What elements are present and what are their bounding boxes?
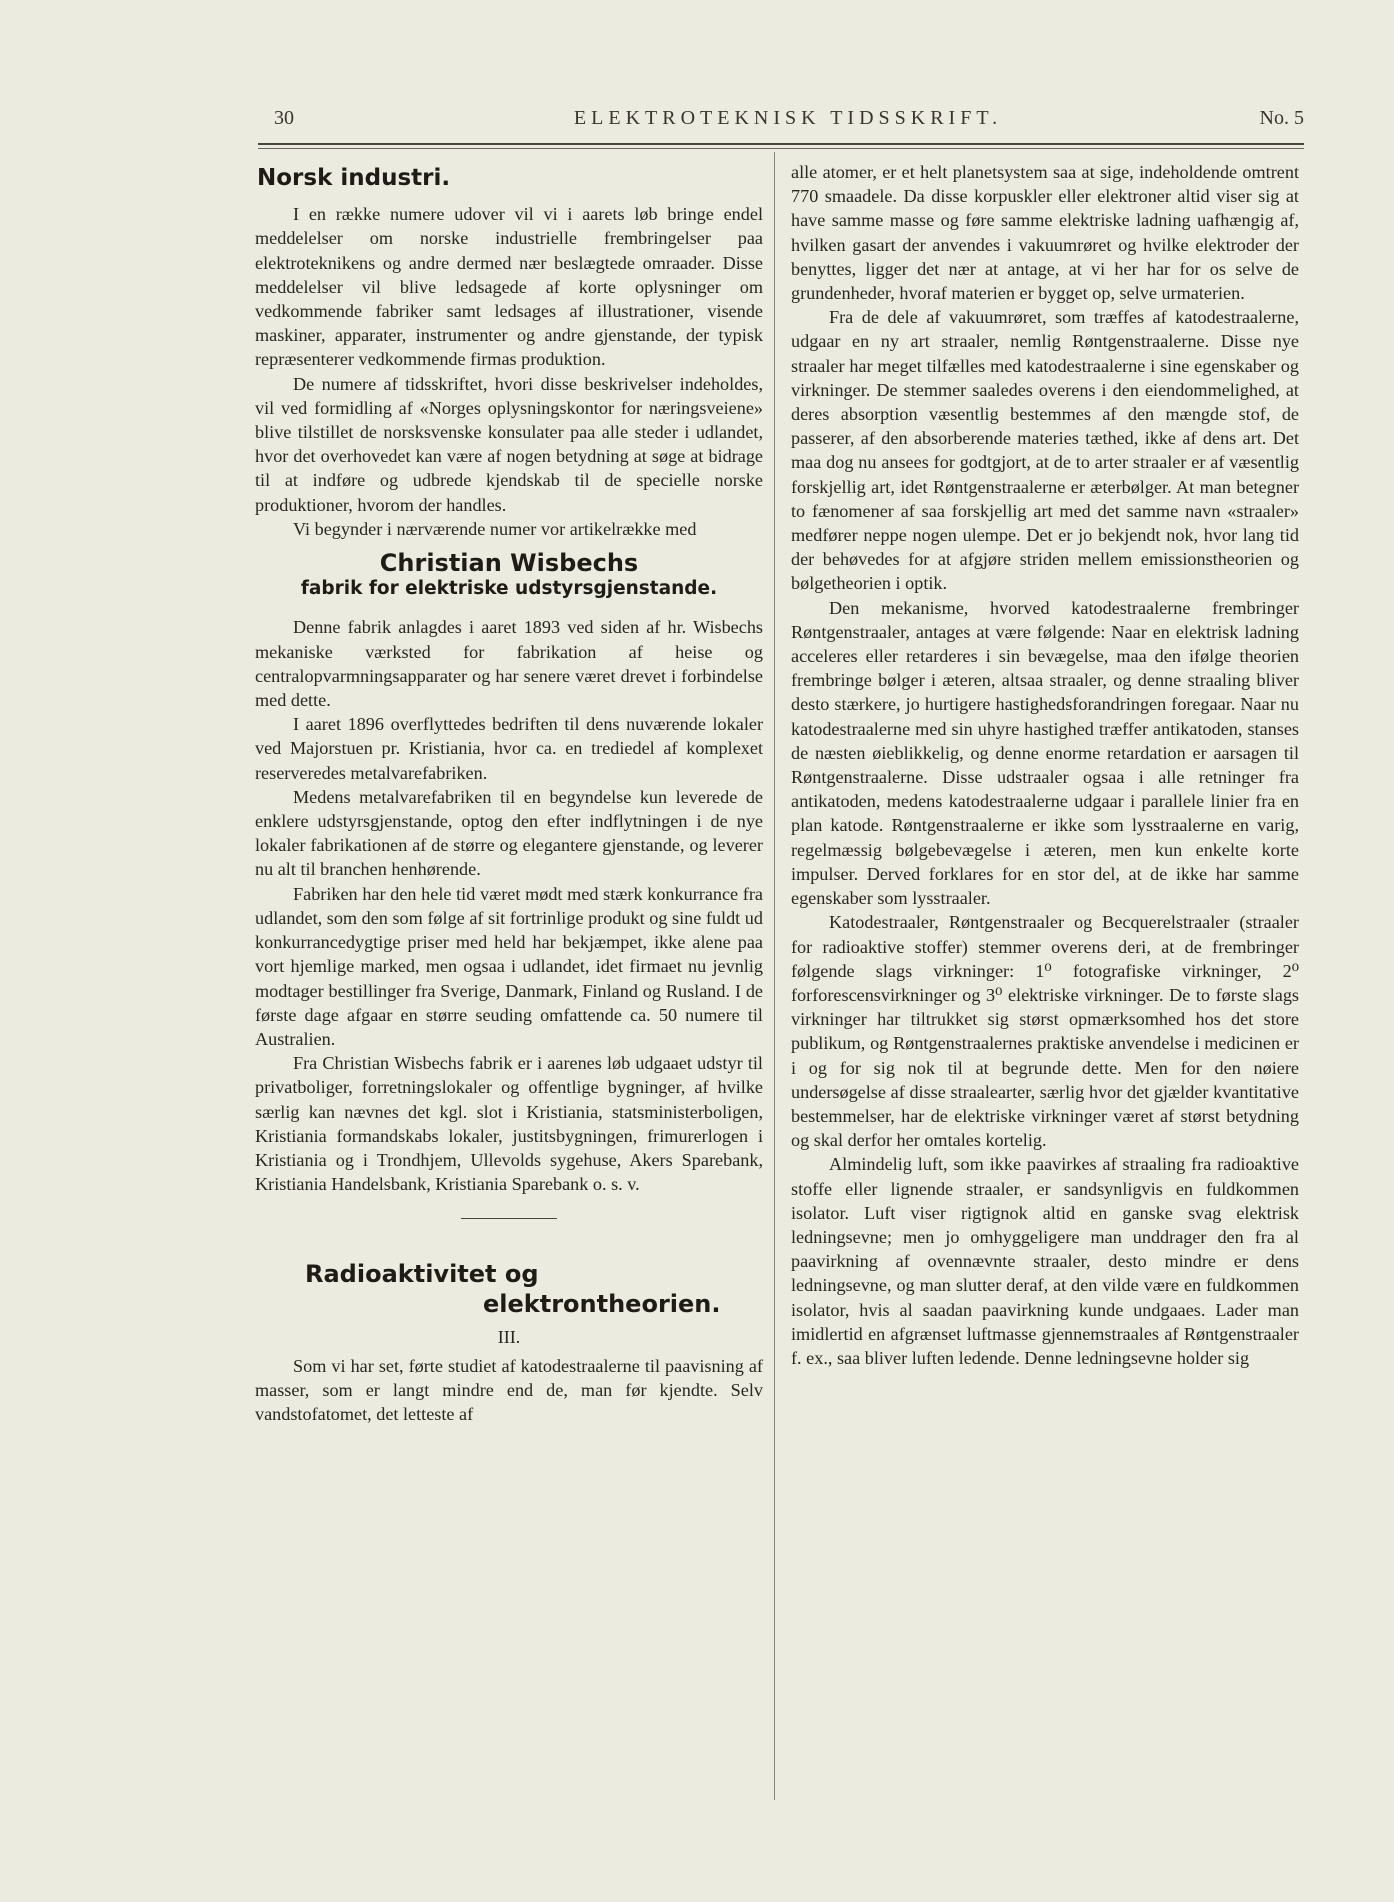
issue-number: No. 5: [1259, 107, 1304, 129]
column-divider: [774, 152, 775, 1800]
company-name-heading: Christian Wisbechs: [379, 549, 639, 578]
section-heading: Norsk industri.: [257, 165, 451, 191]
section-separator: [461, 1218, 557, 1219]
running-header: [272, 103, 1304, 133]
right-column: [791, 160, 1299, 1370]
page-number: 30: [274, 107, 294, 129]
header-rule-thin: [258, 148, 1304, 149]
journal-title: ELEKTROTEKNISK TIDSSKRIFT.: [573, 107, 1003, 129]
intro-paragraph: De numere af tidsskriftet, hvori disse beskrivelser indeholdes, vil ved formidling af «Norges oplysningskontor for næringsveiene» blive tilstillet de norsksvenske konsulater paa alle steder i udlandet, hvor det overhovedet kan være af nogen betydning at søge at bidrage til at indføre og udbrede kjendskab til de specielle norske produktioner, hvorom der handles.: [255, 373, 763, 515]
article-paragraph: alle atomer, er et helt planetsystem saa at sige, indeholdende omtrent 770 smaadele. Da disse korpuskler eller elektroner altid viser sig at have samme masse og føre samme elektriske ladning uafhængig af, hvilken gasart der anvendes i vakuumrøret og hvilke elektroder der benyttes, ligger det nær at antage, at vi her har for os selve de grundenheder, hvoraf materien er bygget op, selve urmaterien.: [791, 162, 1299, 304]
article-title: [255, 1259, 763, 1319]
header-rule-thick: [258, 143, 1304, 145]
article-title-line-1: Radioaktivitet og: [305, 1260, 539, 1289]
intro-paragraph: Vi begynder i nærværende numer vor artikelrække med: [293, 518, 697, 539]
article-paragraph: Katodestraaler, Røntgenstraaler og Becquerelstraaler (straaler for radioaktive stoffer) stemmer overens deri, at de frembringer følgende slags virkninger: 1⁰ fotografiske virkninger, 2⁰ forforescensvirkninger og 3⁰ elektriske virkninger. De to første slags virkninger har tiltrukket sig størst opmærksomhed hos det store publikum, og Røntgenstraalernes praktiske anvendelse i medicinen er i og for sig nok til at begrunde dette. Men for den nøiere undersøgelse af disse straalearter, særlig hvor det gjælder kvantitative bestemmelser, har de elektriske virkninger været af størst betydning og skal derfor her omtales kortelig.: [791, 912, 1299, 1151]
left-column: [255, 160, 763, 1426]
company-subtitle: fabrik for elektriske udstyrsgjenstande.: [300, 578, 718, 600]
company-paragraph: I aaret 1896 overflyttedes bedriften til dens nuværende lokaler ved Majorstuen pr. Kristiania, hvor ca. en trediedel af komplexet reserveredes metalvarefabriken.: [255, 714, 763, 783]
company-paragraph: Fra Christian Wisbechs fabrik er i aarenes løb udgaaet udstyr til privatboliger, forretningslokaler og offentlige bygninger, af hvilke særlig kan nævnes det kgl. slot i Kristiania, statsministerboligen, Kristiania formandskabs lokaler, justitsbygningen, frimurerlogen i Kristiania og i Trondhjem, Ullevolds sygehuse, Akers Sparebank, Kristiania Handelsbank, Kristiania Sparebank o. s. v.: [255, 1053, 763, 1195]
article-paragraph: Fra de dele af vakuumrøret, som træffes af katodestraalerne, udgaar en ny art straaler, nemlig Røntgenstraalerne. Disse nye straaler har meget tilfælles med katodestraalerne i sine egenskaber og virkninger. De stemmer saaledes overens i den eiendommelighed, at deres absorption væsentlig bestemmes af den mængde stof, de passerer, af den absorberende materies tæthed, ikke af dens art. Det maa dog nu ansees for godtgjort, at de to arter straaler er af væsentlig forskjellig art, idet Røntgenstraalerne er æterbølger. At man betegner to fænomener af saa forskjellig art med det samme navn «straaler» medfører neppe nogen ulempe. Det er jo bekjendt nok, hvor lang tid der behøvedes for at afgjøre striden mellem emissionstheorien og bølgetheorien i optik.: [791, 307, 1299, 594]
intro-paragraph: I en række numere udover vil vi i aarets løb bringe endel meddelelser om norske industrielle frembringelser paa elektroteknikens og andre dermed nær beslægtede omraader. Disse meddelelser vil blive ledsagede af korte oplysninger om vedkommende fabriker samt ledsages af illustrationer, visende maskiner, apparater, instrumenter og andre gjenstande, der typisk repræsenterer vedkommende firmas produktion.: [255, 204, 763, 370]
company-paragraph: Fabriken har den hele tid været mødt med stærk konkurrance fra udlandet, som den som følge af sit fortrinlige produkt og sine fuldt ud konkurrancedygtige priser med held har bekjæmpet, ikke alene paa vort hjemlige marked, men ogsaa i udlandet, idet firmaet nu jevnlig modtager bestillinger fra Sverige, Danmark, Finland og Rusland. I de første dage afgaar en større seuding omfattende ca. 50 numere til Australien.: [255, 883, 763, 1049]
article-paragraph: Den mekanisme, hvorved katodestraalerne frembringer Røntgenstraaler, antages at være følgende: Naar en elektrisk ladning acceleres eller retarderes i sin bevægelse, maa den ifølge theorien frembringe bølger i æteren, altsaa straaler, og denne straaling bliver desto stærkere, jo hurtigere hastighedsforandringen foregaar. Naar nu katodestraalerne med sin uhyre hastighed træffer antikatoden, stanses de næsten øieblikkelig, og denne enorme retardation er aarsagen til Røntgenstraalerne. Disse udstraaler ogsaa i alle retninger fra antikatoden, medens katodestraalerne udgaar i parallele linier fra en plan katode. Røntgenstraalerne er ikke som lysstraalerne en varig, regelmæssig bølgebevægelse i æteren, men kun enkelte korte impulser. Derved forklares for en stor del, at de ikke har samme egenskaber som lysstraaler.: [791, 597, 1299, 909]
article-part-number: III.: [497, 1327, 521, 1348]
article-paragraph: Som vi har set, førte studiet af katodestraalerne til paavisning af masser, som er langt mindre end de, man før kjendte. Selv vandstofatomet, det letteste af: [255, 1355, 763, 1424]
article-title-line-2: elektrontheorien.: [483, 1290, 721, 1319]
company-paragraph: Denne fabrik anlagdes i aaret 1893 ved siden af hr. Wisbechs mekaniske værksted for fabrikation af heise og centralopvarmningsapparater og har senere været drevet i forbindelse med dette.: [255, 617, 763, 711]
article-paragraph: Almindelig luft, som ikke paavirkes af straaling fra radioaktive stoffe eller lignende straaler, er sandsynligvis en fuldkommen isolator. Luft viser rigtignok altid en ganske svag elektrisk ledningsevne; men jo omhyggeligere man unddrager den fra al paavirkning af ovennævnte straaler, desto mindre er dens ledningsevne, og man slutter deraf, at den vilde være en fuldkommen isolator, hvis al saadan paavirkning kunde undgaaes. Lader man imidlertid en afgrænset luftmasse gjennemstraales af Røntgenstraaler f. ex., saa bliver luften ledende. Denne ledningsevne holder sig: [791, 1154, 1299, 1368]
company-paragraph: Medens metalvarefabriken til en begyndelse kun leverede de enklere udstyrsgjenstande, optog den efter indflytningen i de nye lokaler fabrikationen af de større og elegantere gjenstande, og leverer nu alt til branchen henhørende.: [255, 786, 763, 880]
